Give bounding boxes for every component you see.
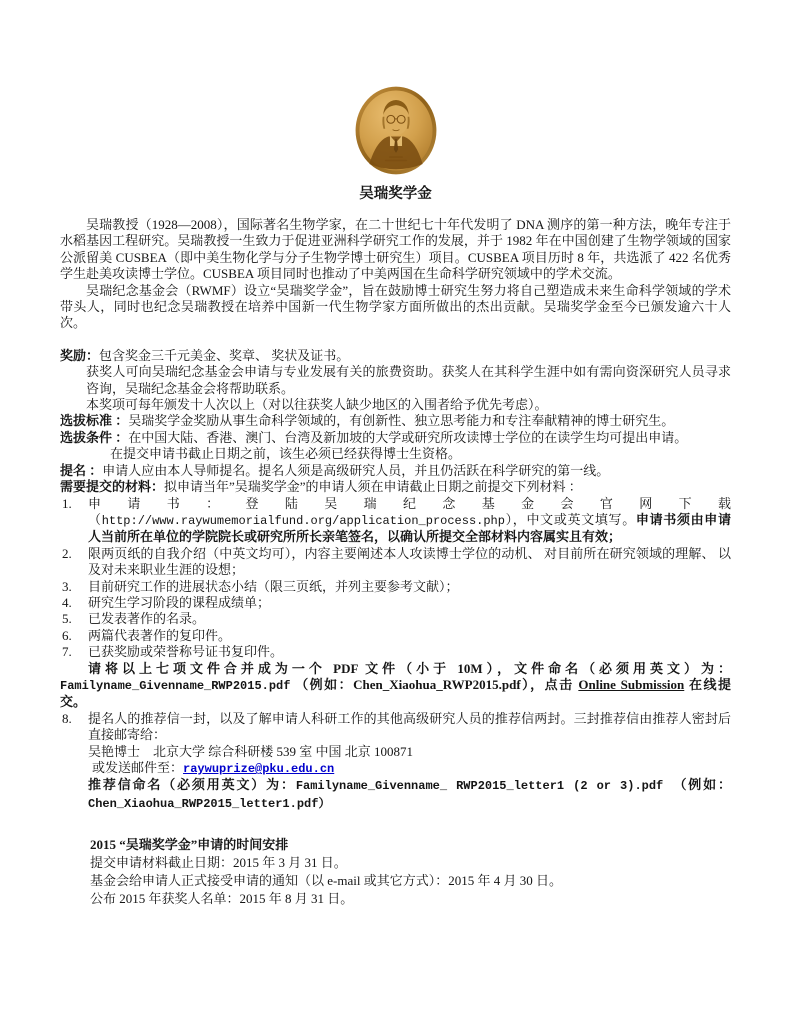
letter-naming-note <box>60 777 731 812</box>
list-number: 1. <box>62 495 72 511</box>
list-number: 6. <box>62 627 72 643</box>
item5-text: 已发表著作的名录。 <box>88 611 206 627</box>
materials-header-line <box>60 479 731 495</box>
spacer <box>60 332 731 348</box>
schedule-announcement: 公布 2015 年获奖人名单：2015 年 8 月 31 日。 <box>90 891 354 907</box>
criteria-line <box>60 413 731 429</box>
item6-text: 两篇代表著作的复印件。 <box>88 627 232 643</box>
materials-header-text: 拟申请当年”吴瑞奖学金”的申请人须在申请截止日期之前提交下列材料 ： <box>164 479 582 495</box>
criteria-label: 选拔标准 ： <box>60 413 129 429</box>
list-item-5 <box>60 611 731 627</box>
pdf-filename-part1: Familyname_Givenname_ <box>60 678 212 693</box>
schedule-section <box>60 836 731 908</box>
letter-filename: Familyname_Givenname_ RWP2015_letter1 (2 or 3).pdf <box>295 779 664 794</box>
list-item-6 <box>60 628 731 644</box>
item1-pre-text: 申请书：登陆吴瑞纪念基金会官网下载（ <box>88 495 731 527</box>
document-title: 吴瑞奖学金 <box>359 186 432 202</box>
email-line <box>60 760 731 777</box>
item1-mid-text: ），中文或英文填写。 <box>504 511 636 527</box>
eligibility-label: 选拔条件 ： <box>60 429 129 445</box>
eligibility-text: 在中国大陆、香港、澳门、台湾及新加坡的大学或研究所攻读博士学位的在读学生均可提出申请。 <box>128 429 688 445</box>
medal-container <box>60 84 731 177</box>
list-item-4 <box>60 595 731 611</box>
pdf-filename-part2: RWP2015.pdf <box>211 678 291 693</box>
pdf-note-mid: （例如：Chen_Xiaohua_RWP2015.pdf），点击 <box>290 676 579 692</box>
pdf-merge-note <box>60 661 731 711</box>
ray-wu-medal-icon <box>353 84 439 177</box>
list-number: 7. <box>62 644 72 660</box>
award-line <box>60 348 731 364</box>
materials-header-label: 需要提交的材料： <box>60 479 165 495</box>
list-number: 8. <box>62 710 72 726</box>
criteria-text: 吴瑞奖学金奖励从事生命科学领域的，有创新性、独立思考能力和专注奉献精神的博士研究生。 <box>128 413 675 429</box>
letter-note-pre: 推荐信命名（必须用英文）为： <box>88 777 296 793</box>
mailing-address: 吴艳博士 北京大学 综合科研楼 539 室 中国 北京 100871 <box>88 743 414 759</box>
eligibility-line <box>60 430 731 446</box>
item3-text: 目前研究工作的进展状态小结（限三页纸，并列主要参考文献）； <box>88 578 459 594</box>
award-travel-note: 获奖人可向吴瑞纪念基金会申请与专业发展有关的旅费资助。获奖人在其科学生涯中如有需向资深研究人员寻求咨询，吴瑞纪念基金会将帮助联系。 <box>86 364 731 396</box>
list-number: 4. <box>62 594 72 610</box>
item1-signature-requirement: 申请书须由申请人当前所在单位的学院院长或研究所所长亲笔签名，以确认所提交全部材料内容属实且有效； <box>88 511 731 545</box>
eligibility-note: 在提交申请书截止日期之前，该生必须已经获得博士生资格。 <box>110 446 462 462</box>
pdf-note-post: 在线提交。 <box>60 676 731 710</box>
item4-text: 研究生学习阶段的课程成绩单； <box>88 594 271 610</box>
list-item-7 <box>60 644 731 660</box>
application-form-url: http://www.raywumemorialfund.org/application_process.php <box>101 513 505 528</box>
nomination-text: 申请人应由本人导师提名。提名人须是高级研究人员，并且仍活跃在科学研究的第一线。 <box>102 462 610 478</box>
list-number: 2. <box>62 545 72 561</box>
list-item-1 <box>60 496 731 546</box>
list-number: 3. <box>62 578 72 594</box>
item2-text: 限两页纸的自我介绍（中英文均可），内容主要阐述本人攻读博士学位的动机、 对目前所在研究领域的理解、 以及对未来职业生涯的设想； <box>88 545 731 578</box>
award-quota-note: 本奖项可每年颁发十人次以上（对以往获奖人缺少地区的入围者给予优先考虑）。 <box>86 397 548 413</box>
pdf-note-pre: 请将以上七项文件合并成为一个 PDF 文件（小于 10M），文件命名（必须用英文）为： <box>88 660 731 676</box>
intro-paragraph-1: 吴瑞教授（1928—2008），国际著名生物学家，在二十世纪七十年代发明了 DNA 测序的第一种方法，晚年专注于水稻基因工程研究。吴瑞教授一生致力于促进亚洲科学研究工作的发展，并于 1982 年在中国创建了生物学领域的国家公派留美 CUSBEA（即中美生物化学与分子生物学博士研究生）项目。CUSBEA 项目历时 8 年，共选派了 422 名优秀学生赴美攻读博士学位。CUSBEA 项目同时也推动了中美两国在生命科学研究领域中的学术交流。 <box>60 217 731 282</box>
list-item-8 <box>60 711 731 744</box>
letter-example-open: （例如： <box>663 777 731 793</box>
raywuprize-email-link[interactable]: raywuprize@pku.edu.cn <box>183 762 335 776</box>
item8-text: 提名人的推荐信一封，以及了解申请人科研工作的其他高级研究人员的推荐信两封。三封推荐信由推荐人密封后直接邮寄给： <box>88 710 731 743</box>
item7-text: 已获奖励或荣誉称号证书复印件。 <box>88 644 284 660</box>
schedule-notification: 基金会给申请人正式接受申请的通知（以 e-mail 或其它方式）：2015 年 4 月 30 日。 <box>90 873 562 889</box>
intro-paragraph-2: 吴瑞纪念基金会（RWMF）设立“吴瑞奖学金”，旨在鼓励博士研究生努力将自己塑造成未来生命科学领域的学术带头人，同时也纪念吴瑞教授在培养中国新一代生物学家方面所做出的杰出贡献。吴瑞奖学金至今已颁发逾六十人次。 <box>60 282 731 331</box>
award-label: 奖励： <box>60 347 100 363</box>
list-number: 5. <box>62 611 72 627</box>
letter-example-filename: Chen_Xiaohua_RWP2015_letter1.pdf） <box>88 796 331 811</box>
list-item-3 <box>60 579 731 595</box>
list-item-2 <box>60 546 731 579</box>
nomination-line <box>60 463 731 479</box>
schedule-deadline: 提交申请材料截止日期：2015 年 3 月 31 日。 <box>90 855 347 871</box>
schedule-heading: 2015 “吴瑞奖学金”申请的时间安排 <box>90 837 289 853</box>
online-submission-link[interactable]: Online Submission <box>578 676 685 692</box>
email-label: 或发送邮件至： <box>92 760 184 775</box>
nomination-label: 提名 ： <box>60 462 103 478</box>
award-text: 包含奖金三千元美金、奖章、 奖状及证书。 <box>99 347 350 363</box>
